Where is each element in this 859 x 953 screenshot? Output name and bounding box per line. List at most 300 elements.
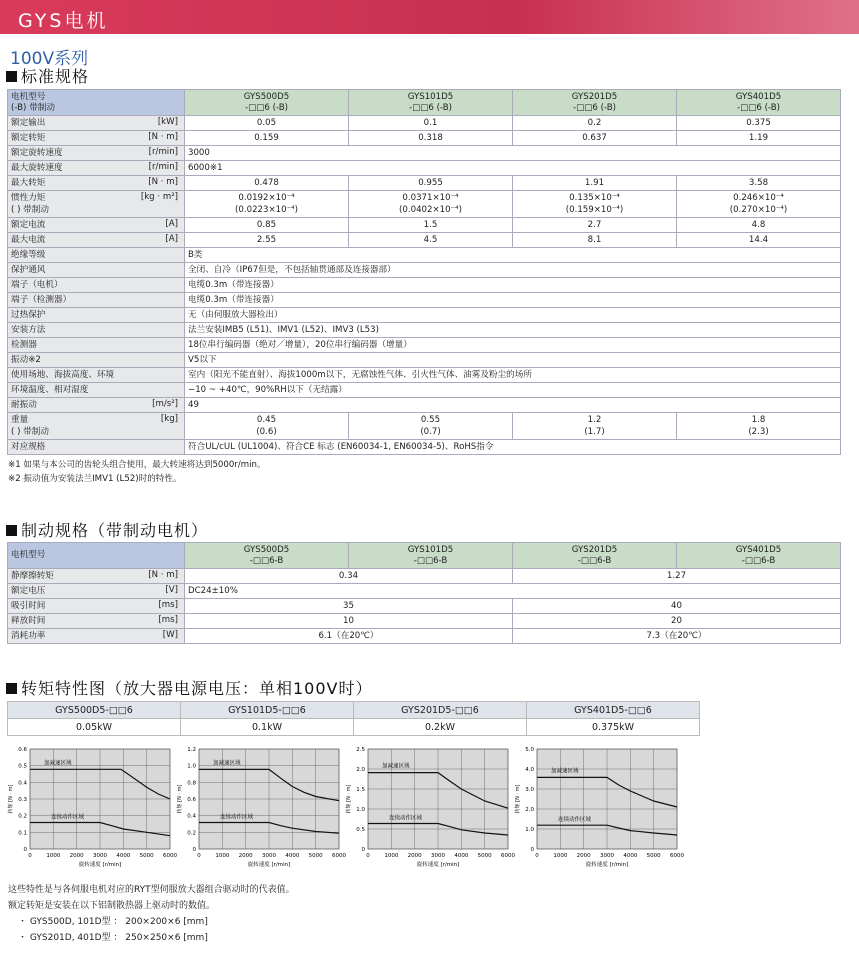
x-tick-label: 2000: [69, 853, 84, 859]
spec-model-2: [513, 90, 677, 116]
x-tick-label: 5000: [477, 853, 492, 859]
y-tick-label: 2.0: [356, 767, 365, 773]
y-tick-label: 0.4: [18, 780, 27, 787]
spec-row-value: 18位串行编码器（绝对／增量），20位串行编码器（增量）: [185, 338, 841, 353]
value-main: 1.19: [748, 132, 769, 143]
spec-row-value: [513, 131, 677, 146]
row-label-text: 保护通风: [11, 264, 46, 275]
row-label-text: 端子（检测器）: [11, 294, 72, 305]
spec-row-value: [677, 176, 841, 191]
brake-row-value-b: 1.27: [513, 569, 841, 584]
torque-model-0: GYS500D5-□□6: [8, 702, 181, 719]
spec-row-value: V5以下: [185, 353, 841, 368]
brake-row-value-a: 35: [185, 599, 513, 614]
spec-row-value: [185, 131, 349, 146]
value-main: 3.58: [748, 177, 769, 188]
torque-model-3: GYS401D5-□□6: [527, 702, 700, 719]
x-tick-label: 2000: [407, 853, 422, 859]
row-label-text: 释放时间: [11, 615, 46, 626]
footer-line-3: ・ GYS500D, 101D型 ： 200×200×6 [mm]: [18, 917, 208, 927]
y-tick-label: 0.6: [18, 747, 27, 753]
brake-model-suffix: -□□6-B: [249, 555, 284, 566]
spec-row: [8, 278, 841, 293]
torque-heading-text: 转矩特性图（放大器电源电压：单相100V时）: [21, 679, 373, 698]
row-unit: [N · m]: [148, 132, 178, 142]
footer-line-2: 额定转矩是安装在以下铝制散热器上驱动时的数值。: [8, 901, 216, 911]
spec-model-3: [677, 90, 841, 116]
y-tick-label: 0.2: [18, 813, 27, 820]
spec-row: [8, 161, 841, 176]
row-label-text: 使用场地、海拔高度、环境: [11, 369, 115, 380]
y-tick-label: 0.6: [187, 797, 196, 803]
row-label-text: 最大旋转速度: [11, 162, 63, 173]
brake-row-value-b: 40: [513, 599, 841, 614]
row-unit: [kg]: [160, 414, 178, 424]
value-main: 0.85: [256, 219, 277, 230]
series-label-0: 加减速区域: [382, 763, 410, 770]
torque-model-table: [7, 701, 700, 736]
spec-model-suffix: -□□6 (-B): [409, 102, 452, 113]
x-tick-label: 0: [535, 853, 539, 859]
value-brake: (0.0223×10⁻⁴): [235, 205, 298, 215]
brake-row-value: DC24±10%: [185, 584, 841, 599]
value-main: 4.8: [751, 219, 766, 230]
spec-row-value: [185, 191, 349, 218]
x-tick-label: 6000: [332, 853, 346, 859]
spec-row-label: [8, 233, 185, 248]
torque-power-3: 0.375kW: [527, 719, 700, 736]
y-tick-label: 1.0: [356, 807, 365, 813]
brake-heading-text: 制动规格（带制动电机）: [21, 521, 209, 540]
value-brake: (0.159×10⁻⁴): [565, 205, 624, 215]
spec-row-label: [8, 293, 185, 308]
spec-row-value: [513, 116, 677, 131]
row-label-text: 绝缘等级: [11, 249, 46, 260]
brake-model-name: GYS201D5: [571, 544, 618, 555]
value-brake: (2.3): [748, 427, 769, 437]
row-label-text: 额定旋转速度: [11, 147, 63, 158]
spec-heading: [6, 64, 89, 87]
y-tick-label: 0: [361, 847, 365, 853]
spec-row: [8, 383, 841, 398]
brake-header-row: [8, 543, 841, 569]
spec-row-value: [513, 176, 677, 191]
y-tick-label: 1.0: [187, 763, 196, 770]
brake-model-1: [349, 543, 513, 569]
brake-model-2: [513, 543, 677, 569]
row-unit: [ms]: [158, 600, 178, 610]
spec-row-label: [8, 368, 185, 383]
x-tick-label: 4000: [116, 853, 131, 859]
torque-chart-1: [175, 745, 346, 873]
spec-row: [8, 176, 841, 191]
row-label-sub: ( ) 带制动: [11, 205, 49, 215]
torque-model-1: GYS101D5-□□6: [181, 702, 354, 719]
row-label-text: 额定转矩: [11, 132, 46, 143]
brake-row-label: [8, 629, 185, 644]
row-label-text: 最大电流: [11, 234, 46, 245]
x-tick-label: 1000: [553, 853, 568, 859]
spec-row-label: [8, 218, 185, 233]
spec-model-name: GYS401D5: [735, 91, 782, 102]
brake-model-name: GYS500D5: [243, 544, 290, 555]
brake-model-0: [185, 543, 349, 569]
value-main: 0.159: [254, 132, 279, 143]
value-main: 0.478: [254, 177, 279, 188]
brake-row-label: [8, 599, 185, 614]
spec-row-value: [513, 218, 677, 233]
row-unit: [W]: [162, 630, 178, 640]
spec-heading-text: 标准规格: [21, 67, 90, 86]
row-label-text: 消耗功率: [11, 630, 46, 641]
row-label-sub: ( ) 带制动: [11, 427, 49, 437]
row-label-text: 额定电压: [11, 585, 46, 596]
spec-row-value: 电缆0.3m（带连接器）: [185, 278, 841, 293]
brake-row-value-a: 6.1（在20℃）: [185, 629, 513, 644]
spec-row-value: [185, 233, 349, 248]
series-label-1: 连续动作区域: [220, 814, 254, 821]
spec-model-suffix: -□□6 (-B): [737, 102, 780, 113]
y-tick-label: 0.8: [187, 780, 196, 787]
spec-row: [8, 233, 841, 248]
brake-model-3: [677, 543, 841, 569]
spec-row-value: [349, 131, 513, 146]
x-tick-label: 1000: [46, 853, 61, 859]
spec-note-2: ※2 振动值为安装法兰IMV1 (L52)时的特性。: [8, 474, 182, 484]
series-label-1: 连续动作区域: [389, 815, 423, 822]
spec-model-0: [185, 90, 349, 116]
value-main: 0.955: [418, 177, 443, 188]
value-brake: (0.6): [256, 427, 277, 437]
spec-row-value: B类: [185, 248, 841, 263]
x-axis-label: 旋转速度 [r/min]: [78, 862, 122, 868]
spec-row-label: [8, 131, 185, 146]
banner-title: GYS电机: [18, 10, 109, 32]
row-unit: [r/min]: [148, 147, 178, 157]
row-label-text: 振动※2: [11, 354, 41, 365]
y-tick-label: 1.0: [525, 827, 534, 833]
spec-row-label: [8, 398, 185, 413]
spec-row-value: [185, 116, 349, 131]
spec-row: [8, 146, 841, 161]
brake-row: [8, 599, 841, 614]
series-label-1: 连续动作区域: [558, 817, 592, 824]
spec-model-1: [349, 90, 513, 116]
torque-model-2: GYS201D5-□□6: [354, 702, 527, 719]
series-label-0: 加减速区域: [213, 760, 241, 767]
spec-row-value: [677, 191, 841, 218]
x-axis-label: 旋转速度 [r/min]: [585, 862, 629, 868]
row-unit: [kg · m²]: [140, 192, 178, 202]
spec-row-value: [677, 116, 841, 131]
y-tick-label: 0.4: [187, 813, 196, 820]
spec-model-suffix: -□□6 (-B): [573, 102, 616, 113]
brake-model-suffix: -□□6-B: [577, 555, 612, 566]
brake-heading: [6, 518, 208, 541]
y-tick-label: 0.5: [18, 763, 27, 770]
spec-model-name: GYS500D5: [243, 91, 290, 102]
y-axis-label: 转矩 [N · m]: [346, 784, 352, 814]
spec-table: [7, 89, 841, 455]
spec-row: [8, 131, 841, 146]
spec-row: [8, 353, 841, 368]
row-unit: [r/min]: [148, 162, 178, 172]
row-unit: [V]: [165, 585, 178, 595]
spec-model-suffix: -□□6 (-B): [245, 102, 288, 113]
value-main: 0.375: [746, 117, 771, 128]
spec-row: [8, 338, 841, 353]
spec-row-label: [8, 323, 185, 338]
y-tick-label: 2.5: [356, 747, 365, 753]
spec-row-label: [8, 146, 185, 161]
spec-row-label: [8, 440, 185, 455]
y-axis-label: 转矩 [N · m]: [515, 784, 521, 814]
torque-power-1: 0.1kW: [181, 719, 354, 736]
page-banner: [0, 0, 859, 34]
row-label-text: 安装方法: [11, 324, 46, 335]
value-main: 0.0192×10⁻⁴: [238, 193, 295, 203]
row-unit: [N · m]: [148, 570, 178, 580]
x-tick-label: 4000: [285, 853, 300, 859]
spec-row-value: [677, 218, 841, 233]
spec-row-value: [349, 191, 513, 218]
row-label-text: 重量: [11, 415, 29, 425]
value-main: 0.246×10⁻⁴: [733, 193, 784, 203]
x-tick-label: 3000: [431, 853, 445, 859]
spec-row-value: [513, 413, 677, 440]
brake-header-label: 电机型号: [8, 543, 185, 569]
row-label-text: 过热保护: [11, 309, 46, 320]
spec-row-label: [8, 116, 185, 131]
x-tick-label: 1000: [384, 853, 399, 859]
row-unit: [A]: [165, 234, 178, 244]
spec-row-value: 符合UL/cUL (UL1004)、符合CE 标志 (EN60034-1, EN60034-5)、RoHS指令: [185, 440, 841, 455]
spec-row-label: [8, 248, 185, 263]
value-main: 1.8: [751, 415, 766, 425]
brake-model-suffix: -□□6-B: [413, 555, 448, 566]
x-tick-label: 0: [366, 853, 370, 859]
y-tick-label: 1.5: [356, 787, 365, 793]
brake-row: [8, 629, 841, 644]
brake-row: [8, 614, 841, 629]
spec-row-label: [8, 353, 185, 368]
series-label-0: 加减速区域: [44, 760, 72, 767]
spec-row: [8, 368, 841, 383]
spec-row-value: [349, 413, 513, 440]
spec-row-label: [8, 413, 185, 440]
value-main: 1.91: [584, 177, 605, 188]
x-tick-label: 0: [28, 853, 32, 859]
torque-chart-2: [344, 745, 515, 873]
spec-row: [8, 191, 841, 218]
footer-line-4: ・ GYS201D, 401D型 ： 250×250×6 [mm]: [18, 933, 208, 943]
spec-row: [8, 293, 841, 308]
brake-row-value-a: 10: [185, 614, 513, 629]
x-axis-label: 旋转速度 [r/min]: [247, 862, 291, 868]
spec-row-value: 无（由伺服放大器检出）: [185, 308, 841, 323]
spec-model-name: GYS201D5: [571, 91, 618, 102]
value-main: 0.0371×10⁻⁴: [402, 193, 459, 203]
spec-row-value: [513, 191, 677, 218]
brake-row: [8, 584, 841, 599]
spec-row-label: [8, 383, 185, 398]
x-tick-label: 2000: [238, 853, 253, 859]
y-tick-label: 3.0: [525, 787, 534, 793]
brake-row-value-b: 7.3（在20℃）: [513, 629, 841, 644]
value-main: 2.55: [256, 234, 277, 245]
brake-table: [7, 542, 841, 644]
value-main: 0.135×10⁻⁴: [569, 193, 620, 203]
spec-row-value: 电缆0.3m（带连接器）: [185, 293, 841, 308]
spec-header-label-2: (-B) 带制动: [11, 102, 55, 113]
spec-row-value: [185, 218, 349, 233]
spec-row-value: [349, 176, 513, 191]
spec-row-label: [8, 278, 185, 293]
spec-row-value: [349, 233, 513, 248]
y-tick-label: 0.3: [18, 797, 27, 803]
row-label-text: 端子（电机）: [11, 279, 63, 290]
y-tick-label: 0.5: [356, 827, 365, 833]
value-main: 1.2: [587, 415, 602, 425]
x-tick-label: 3000: [262, 853, 276, 859]
row-unit: [ms]: [158, 615, 178, 625]
brake-model-name: GYS401D5: [735, 544, 782, 555]
y-tick-label: 0: [192, 847, 196, 853]
spec-header-label: [8, 90, 185, 116]
value-brake: (1.7): [584, 427, 605, 437]
row-unit: [N · m]: [148, 177, 178, 187]
spec-row: [8, 440, 841, 455]
value-main: 2.7: [587, 219, 602, 230]
spec-row: [8, 248, 841, 263]
torque-power-2: 0.2kW: [354, 719, 527, 736]
row-unit: [m/s²]: [152, 399, 178, 409]
y-tick-label: 0: [23, 847, 27, 853]
spec-row-label: [8, 176, 185, 191]
spec-row: [8, 308, 841, 323]
series-label-0: 加减速区域: [551, 768, 579, 775]
spec-row-value: [349, 116, 513, 131]
y-tick-label: 4.0: [525, 767, 534, 773]
value-main: 1.5: [423, 219, 438, 230]
x-tick-label: 5000: [139, 853, 154, 859]
brake-row-label: [8, 569, 185, 584]
y-tick-label: 5.0: [525, 747, 534, 753]
brake-row-value-a: 0.34: [185, 569, 513, 584]
spec-row-value: [677, 413, 841, 440]
spec-row-value: 法兰安装IMB5 (L51)、IMV1 (L52)、IMV3 (L53): [185, 323, 841, 338]
y-tick-label: 2.0: [525, 807, 534, 813]
brake-model-name: GYS101D5: [407, 544, 454, 555]
y-tick-label: 0.1: [18, 830, 27, 837]
value-main: 14.4: [748, 234, 769, 245]
brake-row: [8, 569, 841, 584]
y-tick-label: 1.2: [187, 747, 196, 753]
value-main: 0.637: [582, 132, 607, 143]
value-brake: (0.270×10⁻⁴): [729, 205, 788, 215]
value-main: 0.05: [256, 117, 277, 128]
spec-row-value: 全闭、自冷（IP67但是，不包括轴贯通部及连接器部）: [185, 263, 841, 278]
x-tick-label: 2000: [576, 853, 591, 859]
row-label-text: 额定电流: [11, 219, 46, 230]
spec-row-label: [8, 161, 185, 176]
value-main: 0.2: [587, 117, 602, 128]
spec-row-value: 室内（阳光不能直射）、海拔1000m以下，无腐蚀性气体、引火性气体、油雾及粉尘的场所: [185, 368, 841, 383]
spec-header-label-1: 电机型号: [11, 91, 46, 102]
x-tick-label: 4000: [623, 853, 638, 859]
spec-row-value: [185, 413, 349, 440]
spec-row: [8, 218, 841, 233]
value-main: 0.45: [256, 415, 277, 425]
row-label-text: 检测器: [11, 339, 37, 350]
spec-row-label: [8, 308, 185, 323]
row-label-text: 惯性力矩: [11, 193, 46, 203]
footer-line-1: 这些特性是与各伺服电机对应的RYT型伺服放大器组合驱动时的代表值。: [8, 885, 295, 895]
row-label-text: 静摩擦转矩: [11, 570, 54, 581]
row-label-text: 吸引时间: [11, 600, 46, 611]
spec-row: [8, 413, 841, 440]
spec-note-1: ※1 如果与本公司的齿轮头组合使用，最大转速将达到5000r/min。: [8, 460, 266, 470]
spec-row-value: 3000: [185, 146, 841, 161]
spec-row-value: [185, 176, 349, 191]
series-label-1: 连续动作区域: [51, 814, 85, 821]
y-axis-label: 转矩 [N · m]: [177, 784, 183, 814]
value-brake: (0.0402×10⁻⁴): [399, 205, 462, 215]
x-tick-label: 6000: [670, 853, 684, 859]
value-main: 8.1: [587, 234, 602, 245]
spec-row: [8, 263, 841, 278]
spec-model-name: GYS101D5: [407, 91, 454, 102]
spec-row-value: [513, 233, 677, 248]
value-brake: (0.7): [420, 427, 441, 437]
row-label-text: 环境温度、相对湿度: [11, 384, 89, 395]
spec-row-value: 49: [185, 398, 841, 413]
x-tick-label: 4000: [454, 853, 469, 859]
y-tick-label: 0: [530, 847, 534, 853]
brake-model-suffix: -□□6-B: [741, 555, 776, 566]
value-main: 0.1: [423, 117, 438, 128]
value-main: 0.318: [418, 132, 443, 143]
x-tick-label: 3000: [93, 853, 107, 859]
row-label-text: 对应规格: [11, 441, 46, 452]
spec-row: [8, 398, 841, 413]
brake-row-value-b: 20: [513, 614, 841, 629]
spec-row-label: [8, 338, 185, 353]
x-tick-label: 0: [197, 853, 201, 859]
row-unit: [A]: [165, 219, 178, 229]
x-tick-label: 3000: [600, 853, 614, 859]
spec-row-value: 6000※1: [185, 161, 841, 176]
row-label-text: 额定输出: [11, 117, 46, 128]
x-tick-label: 6000: [501, 853, 515, 859]
spec-header-row: [8, 90, 841, 116]
x-tick-label: 1000: [215, 853, 230, 859]
value-main: 4.5: [423, 234, 438, 245]
y-tick-label: 0.2: [187, 830, 196, 837]
row-label-text: 最大转矩: [11, 177, 46, 188]
torque-chart-3: [513, 745, 684, 873]
x-axis-label: 旋转速度 [r/min]: [416, 862, 460, 868]
x-tick-label: 5000: [308, 853, 323, 859]
spec-row-label: [8, 263, 185, 278]
series-title: 100V系列: [10, 49, 89, 69]
row-unit: [kW]: [157, 117, 178, 127]
x-tick-label: 5000: [646, 853, 661, 859]
torque-chart-0: [6, 745, 177, 873]
value-main: 0.55: [420, 415, 441, 425]
brake-row-label: [8, 614, 185, 629]
row-label-text: 耐振动: [11, 399, 37, 410]
